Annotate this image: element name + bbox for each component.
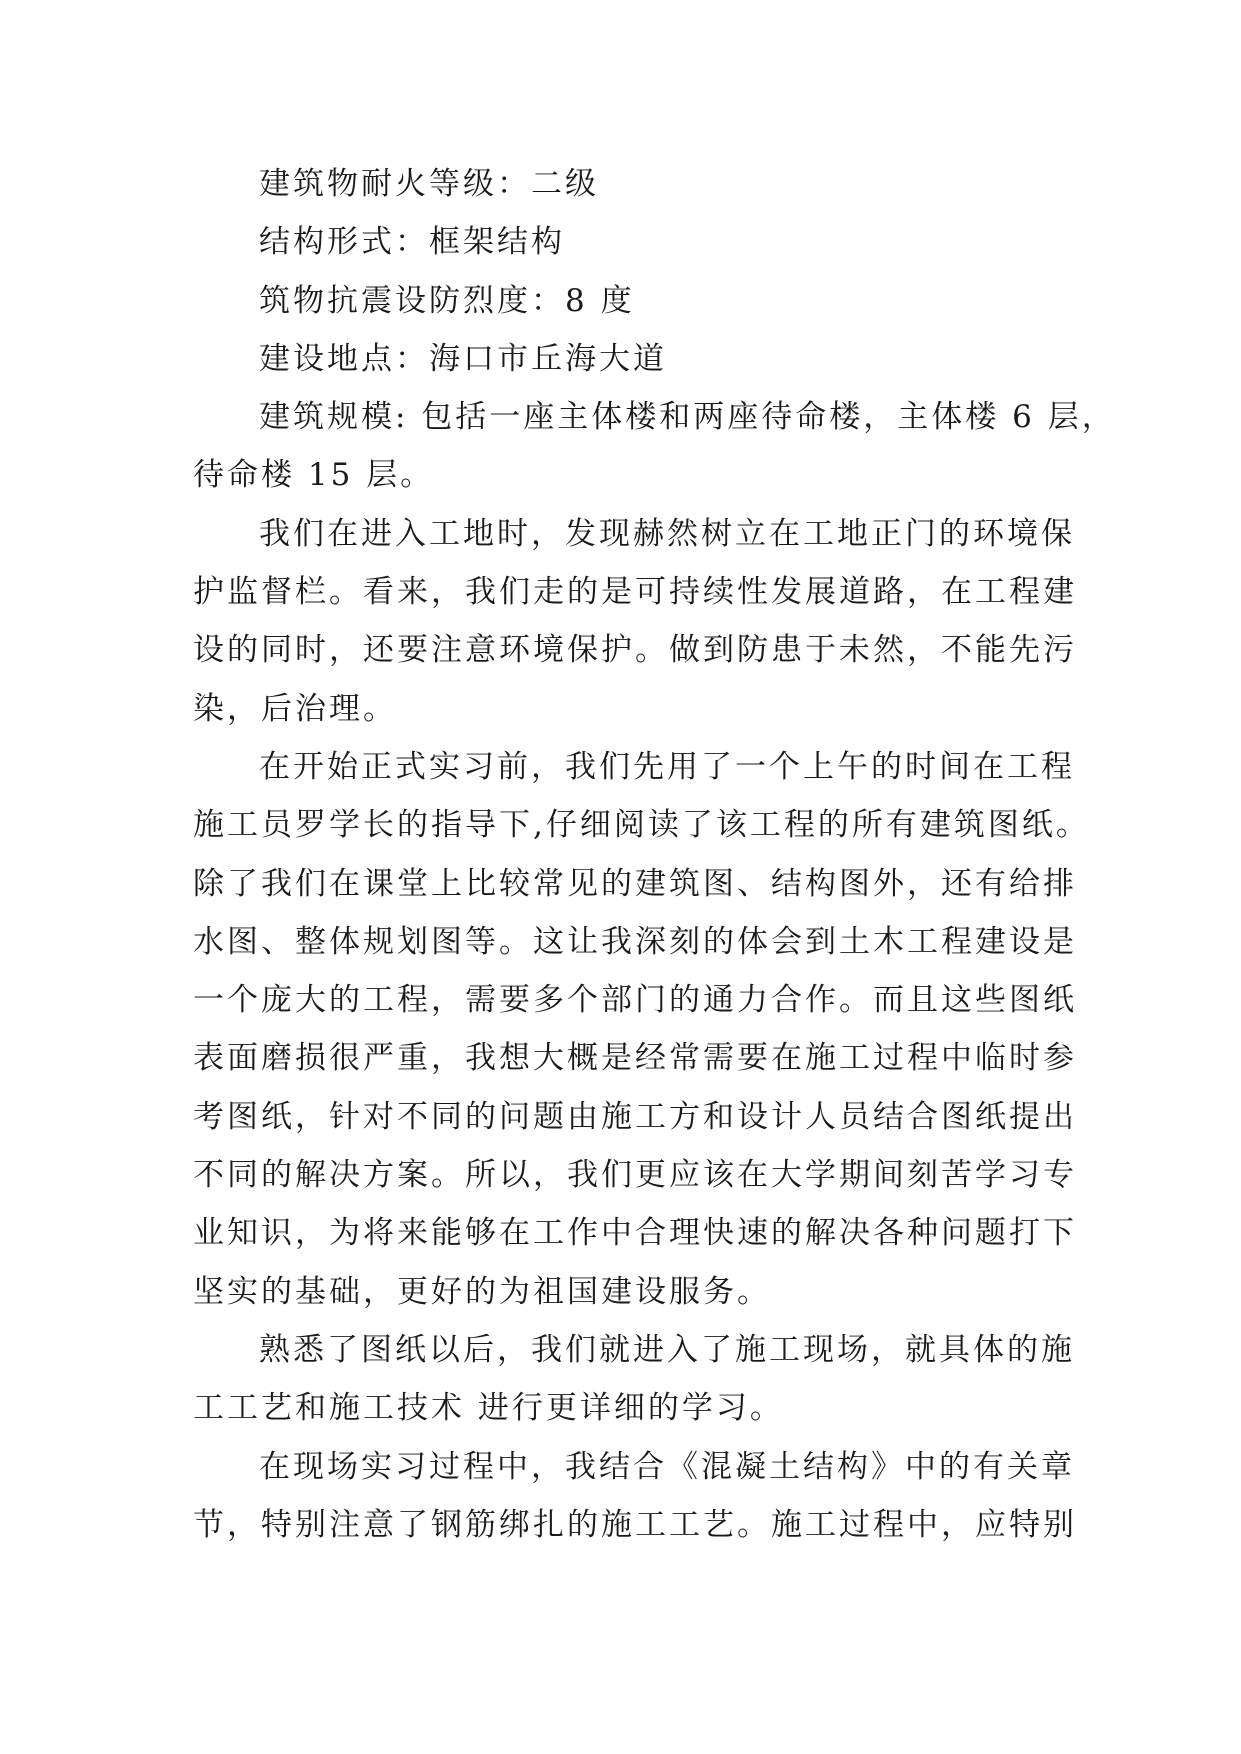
text-line: 表面磨损很严重，我想大概是经常需要在施工过程中临时参 bbox=[193, 1040, 1077, 1077]
text-line: 熟悉了图纸以后，我们就进入了施工现场，就具体的施 bbox=[259, 1331, 1075, 1368]
text-line: 设的同时，还要注意环境保护。做到防患于未然，不能先污 bbox=[193, 632, 1077, 669]
text-line: 建设地点：海口市丘海大道 bbox=[259, 340, 667, 377]
text-line: 筑物抗震设防烈度：8 度 bbox=[259, 282, 635, 319]
text-line: 水图、整体规划图等。这让我深刻的体会到土木工程建设是 bbox=[193, 923, 1077, 960]
text-line: 施工员罗学长的指导下,仔细阅读了该工程的所有建筑图纸。 bbox=[193, 807, 1090, 844]
text-line: 我们在进入工地时，发现赫然树立在工地正门的环境保 bbox=[259, 515, 1075, 552]
text-line: 结构形式：框架结构 bbox=[259, 224, 565, 261]
text-line: 工工艺和施工技术 进行更详细的学习。 bbox=[193, 1390, 784, 1427]
text-line: 待命楼 15 层。 bbox=[193, 457, 435, 494]
text-line: 不同的解决方案。所以，我们更应该在大学期间刻苦学习专 bbox=[193, 1157, 1077, 1194]
body-text bbox=[193, 155, 1116, 1554]
text-line: 一个庞大的工程，需要多个部门的通力合作。而且这些图纸 bbox=[193, 982, 1077, 1019]
text-line: 业知识，为将来能够在工作中合理快速的解决各种问题打下 bbox=[193, 1215, 1077, 1252]
text-line: 坚实的基础，更好的为祖国建设服务。 bbox=[193, 1273, 771, 1310]
text-line: 考图纸，针对不同的问题由施工方和设计人员结合图纸提出 bbox=[193, 1098, 1077, 1135]
text-line: 护监督栏。看来，我们走的是可持续性发展道路，在工程建 bbox=[193, 574, 1077, 611]
text-line: 在现场实习过程中，我结合《混凝土结构》中的有关章 bbox=[259, 1448, 1075, 1485]
text-line: 建筑规模: 包括一座主体楼和两座待命楼，主体楼 6 层， bbox=[259, 399, 1116, 436]
text-line: 节，特别注意了钢筋绑扎的施工工艺。施工过程中，应特别 bbox=[193, 1506, 1077, 1543]
text-line: 染，后治理。 bbox=[193, 690, 397, 727]
text-line: 建筑物耐火等级：二级 bbox=[259, 166, 599, 202]
text-line: 除了我们在课堂上比较常见的建筑图、结构图外，还有给排 bbox=[193, 865, 1077, 902]
text-line: 在开始正式实习前，我们先用了一个上午的时间在工程 bbox=[259, 748, 1075, 785]
